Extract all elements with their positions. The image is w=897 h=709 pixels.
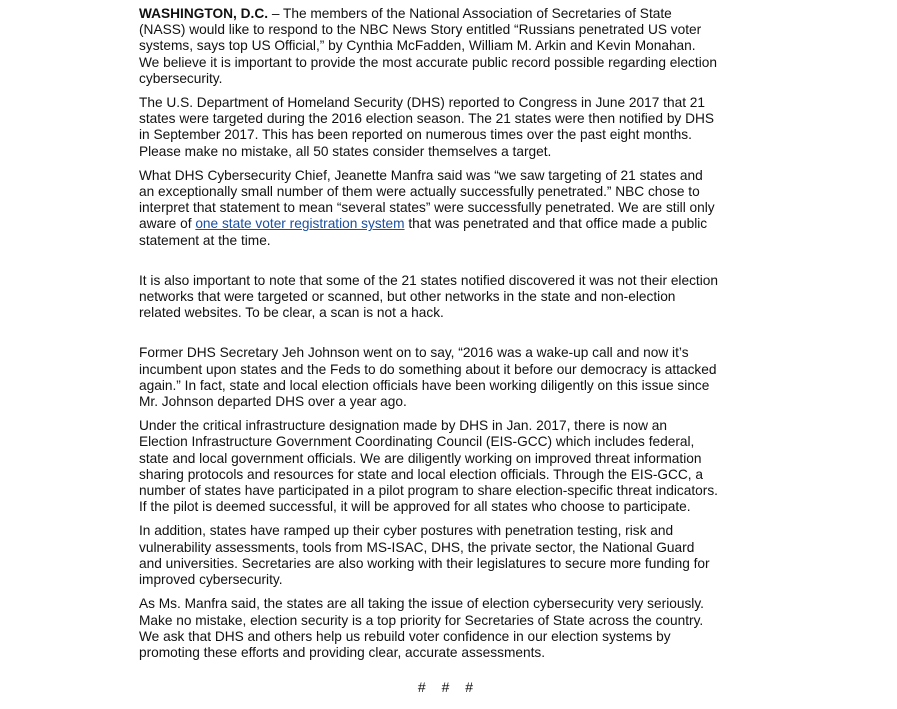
paragraph-text: What DHS Cybersecurity Chief, Jeanette Manfra said was “we saw targeting of 21 states and an exceptionally small number of them were actually successfully penetrated.” NBC chose to interpret that statement to mean “several states” were successfully penetrated. We are still only aware of: [139, 167, 715, 232]
paragraph-intro: [139, 6, 719, 87]
paragraph-cyber-postures: [139, 523, 719, 588]
paragraph-jeh-johnson: [139, 345, 719, 410]
paragraph-text: Former DHS Secretary Jeh Johnson went on to say, “2016 was a wake-up call and now it’s incumbent upon states and the Feds to do something about it before our democracy is attacked again.” In fact, state and local election officials have been working diligently on this issue since Mr. Johnson departed DHS over a year ago.: [139, 345, 717, 410]
paragraph-dhs-report: [139, 95, 719, 160]
paragraph-text: Under the critical infrastructure designation made by DHS in Jan. 2017, there is now an Election Infrastructure Government Coordinating Council (EIS-GCC) which includes federal, state and local government officials. We are diligently working on improved threat information sharing protocols and resources for state and local election officials. Through the EIS-GCC, a number of states have participated in a pilot program to share election-specific threat indicators. If the pilot is deemed successful, it will be approved for all states who choose to participate.: [139, 418, 718, 515]
dateline: WASHINGTON, D.C.: [139, 6, 269, 21]
paragraph-conclusion: [139, 596, 719, 661]
paragraph-text: In addition, states have ramped up their cyber postures with penetration testing, risk and vulnerability assessments, tools from MS-ISAC, DHS, the private sector, the National Guard and universities. Secretaries are also working with their legislatures to secure more funding for improved cybersecurity.: [139, 523, 710, 588]
paragraph-text: – The members of the National Association of Secretaries of State (NASS) would like to respond to the NBC News Story entitled “Russians penetrated US voter systems, says top US Official,” by Cynthia McFadden, William M. Arkin and Kevin Monahan. We believe it is important to provide the most accurate public record possible regarding election cybersecurity.: [139, 6, 717, 86]
voter-registration-link[interactable]: one state voter registration system: [195, 216, 405, 232]
end-mark: # # #: [417, 679, 480, 695]
paragraph-scan-not-hack: [139, 273, 719, 322]
paragraph-manfra-statement: [139, 168, 719, 249]
press-release-body: [139, 6, 719, 669]
paragraph-eis-gcc: [139, 418, 719, 515]
paragraph-text: The U.S. Department of Homeland Security (DHS) reported to Congress in June 2017 that 21 states were targeted during the 2016 election season. The 21 states were then notified by DHS in September 2017. This has been reported on numerous times over the past eight months. Please make no mistake, all 50 states consider themselves a target.: [139, 95, 714, 159]
paragraph-text: that was penetrated and that office made a public statement at the time.: [139, 216, 708, 248]
paragraph-text: It is also important to note that some of the 21 states notified discovered it was not their election networks that were targeted or scanned, but other networks in the state and non-election related websites. To be clear, a scan is not a hack.: [139, 272, 718, 321]
paragraph-text: As Ms. Manfra said, the states are all taking the issue of election cybersecurity very seriously. Make no mistake, election security is a top priority for Secretaries of State across the country. We ask that DHS and others help us rebuild voter confidence in our election systems by promoting these efforts and providing clear, accurate assessments.: [139, 596, 704, 660]
